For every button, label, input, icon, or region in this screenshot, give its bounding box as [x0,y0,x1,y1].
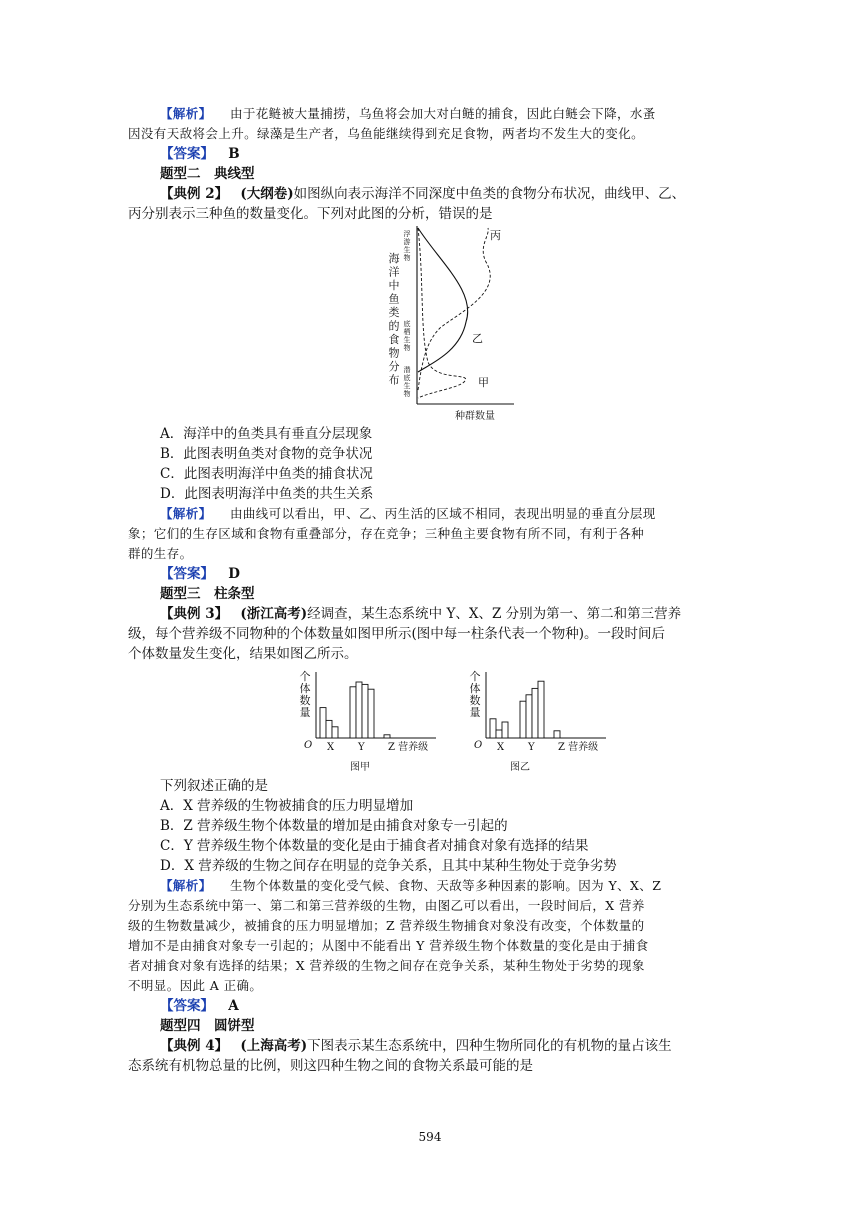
y-axis-char: 量 [469,706,481,719]
solution-tag: 【解析】 [160,106,212,121]
bar-y-4 [368,689,374,738]
chart-jia-ylabel [300,670,311,719]
zone-char: 浮 [403,230,411,238]
bar-x-1 [320,708,326,738]
zone-char: 潜 [403,366,411,374]
solution-3-line-5: 者对捕食对象有选择的结果；X 营养级的生物之间存在竞争关系，某种生物处于劣势的现象 [128,958,645,973]
example-source: (上海高考) [240,1038,308,1054]
solution-text: 由于花鲢被大量捕捞，乌鱼将会加大对白鲢的捕食，因此白鲢会下降，水蚤 [229,106,656,121]
option-3-a: A．X 营养级的生物被捕食的压力明显增加 [160,798,414,814]
y-axis-char: 体 [469,682,481,695]
solution-tag: 【解析】 [160,878,212,893]
bar-y-3 [362,684,368,738]
example-label: 【典例 4】 [160,1038,229,1054]
solution-3-line-6: 不明显。因此 A 正确。 [128,978,263,993]
example-label: 【典例 3】 [160,606,229,622]
curve-jia [418,228,466,398]
vertical-axis-char: 类 [388,306,400,319]
vertical-axis-char: 洋 [388,265,400,279]
example-text: 经调查，某生态系统中 Y、X、Z 分别为第一、第二和第三营养 [307,606,682,622]
bar-z-1 [554,731,560,738]
bar-y-4 [538,681,544,738]
chart-yi-ylabel [470,670,481,719]
solution-1-line-1 [160,104,770,124]
vertical-axis-char: 食 [388,333,400,346]
solution-3-line-2: 分别为生态系统中第一、第二和第三营养级的生物，由图乙可以看出，一段时间后，X 营养 [128,898,645,913]
zone-char: 底 [403,374,411,382]
bar-y-2 [526,695,532,738]
zone-char: 物 [403,390,411,398]
y-axis-char: 体 [299,682,311,695]
zone-label-benthic [404,319,411,352]
bar-x-2 [326,720,332,738]
zone-char: 生 [403,336,411,344]
option-2-d: D．此图表明海洋中鱼类的共生关系 [160,486,374,502]
fish-distribution-figure [380,222,520,422]
option-2-c: C．此图表明海洋中鱼类的捕食状况 [160,466,373,482]
option-3-d: D．X 营养级的生物之间存在明显的竞争关系，且其中某种生物处于竞争劣势 [160,858,617,874]
option-2-b: B．此图表明鱼类对食物的竞争状况 [160,446,373,462]
example-source: (浙江高考) [240,606,308,622]
bar-x-3 [502,722,508,738]
option-2-a: A．海洋中的鱼类具有垂直分层现象 [160,426,373,442]
example-3-line-1 [160,604,770,624]
bar-x-3 [332,727,338,738]
chart-caption: 图乙 [510,762,530,773]
zone-char: 物 [403,254,411,262]
solution-1-line-2: 因没有天敌将会上升。绿藻是生产者，乌鱼能继续得到充足食物，两者均不发生大的变化。 [128,126,645,141]
example-text: 如图纵向表示海洋不同深度中鱼类的食物分布状况，曲线甲、乙、 [293,186,686,202]
page-number: 594 [418,1130,442,1144]
question-3: 下列叙述正确的是 [160,778,268,794]
section-heading-type-3: 题型三 柱条型 [160,586,255,602]
x-tick-x: X [327,742,335,753]
example-4-line-1 [160,1036,770,1056]
example-text: 下图表示某生态系统中，四种生物所同化的有机物的量占该生 [307,1038,672,1054]
curve-label-yi: 乙 [472,332,483,345]
bar-x-2 [496,730,502,738]
example-2-line-2: 丙分别表示三种鱼的数量变化。下列对此图的分析，错误的是 [128,206,493,222]
example-2-line-1 [160,184,770,204]
y-axis-char: 量 [299,706,311,719]
section-heading-type-4: 题型四 圆饼型 [160,1018,255,1034]
vertical-axis-char: 鱼 [388,292,400,306]
zone-char: 游 [403,238,411,246]
solution-3-line-3: 级的生物数量减少，被捕食的压力明显增加；Z 营养级生物捕食对象没有改变，个体数量的 [128,918,645,933]
option-3-b: B．Z 营养级生物个体数量的增加是由捕食对象专一引起的 [160,818,508,834]
solution-text: 生物个体数量的变化受气候、食物、天敌等多种因素的影响。因为 Y、X、Z [229,878,662,893]
answer-1 [160,144,770,164]
example-3-line-3: 个体数量发生变化，结果如图乙所示。 [128,646,358,662]
origin-label: O [474,740,483,751]
origin-label: O [304,740,313,751]
option-3-c: C．Y 营养级生物个体数量的变化是由于捕食者对捕食对象有选择的结果 [160,838,589,854]
y-axis-char: 个 [299,670,311,683]
answer-tag: 【答案】 [160,998,214,1014]
solution-3-line-4: 增加不是由捕食对象专一引起的；从图中不能看出 Y 营养级生物个体数量的变化是由于捕食 [128,938,649,953]
answer-tag: 【答案】 [160,566,214,582]
x-tick-z: Z 营养级 [558,742,599,753]
x-tick-z: Z 营养级 [388,742,429,753]
zone-char: 栖 [403,328,411,336]
answer-3 [160,996,770,1016]
solution-text: 由曲线可以看出，甲、乙、丙生活的区域不相同，表现出明显的垂直分层现 [229,506,656,521]
vertical-axis-label [389,251,400,387]
y-axis-char: 数 [469,694,481,707]
solution-2-line-1 [160,504,770,524]
chart-caption: 图甲 [350,762,370,773]
x-tick-x: X [497,742,505,753]
zone-char: 生 [403,382,411,390]
bar-charts-figure [296,666,606,776]
zone-char: 底 [403,320,411,328]
solution-2-line-3: 群的生存。 [128,546,193,561]
example-4-line-2: 态系统有机物总量的比例，则这四种生物之间的食物关系最可能的是 [128,1058,533,1074]
y-axis-char: 数 [299,694,311,707]
vertical-axis-char: 分 [388,360,400,373]
bar-y-2 [356,682,362,738]
chart-yi-bars [490,681,560,738]
example-source: (大纲卷) [240,186,294,202]
example-label: 【典例 2】 [160,186,229,202]
bar-y-1 [350,687,356,738]
chart-jia-bars [320,682,390,738]
zone-label-plankton [404,229,411,262]
zone-char: 物 [403,344,411,352]
bar-x-1 [490,719,496,738]
vertical-axis-char: 中 [388,279,400,292]
section-heading-type-2: 题型二 典线型 [160,166,255,182]
answer-2 [160,564,770,584]
bar-y-1 [520,701,526,738]
answer-value: D [228,566,241,582]
x-axis-label: 种群数量 [455,411,495,422]
x-tick-y: Y [528,742,535,753]
answer-value: B [228,146,240,162]
zone-char: 生 [403,246,411,254]
example-3-line-2: 级，每个营养级不同物种的个体数量如图甲所示(图中每一柱条代表一个物种)。一段时间后 [128,626,666,642]
vertical-axis-char: 布 [388,373,400,387]
solution-2-line-2: 象；它们的生存区域和食物有重叠部分，存在竞争；三种鱼主要食物有所不同，有利于各种 [128,526,645,541]
answer-value: A [228,998,239,1014]
vertical-axis-char: 物 [388,346,400,360]
x-tick-y: Y [358,742,365,753]
bar-z-1 [384,735,390,738]
zone-label-demersal [404,365,411,398]
curve-label-jia: 甲 [478,376,489,389]
answer-tag: 【答案】 [160,146,214,162]
vertical-axis-char: 的 [388,319,400,333]
y-axis-char: 个 [469,670,481,683]
bar-y-3 [532,688,538,738]
chart-yi [470,670,607,773]
vertical-axis-char: 海 [388,252,400,265]
curve-label-bing: 丙 [490,229,501,242]
solution-tag: 【解析】 [160,506,212,521]
chart-jia [300,670,437,773]
solution-3-line-1 [160,876,770,896]
